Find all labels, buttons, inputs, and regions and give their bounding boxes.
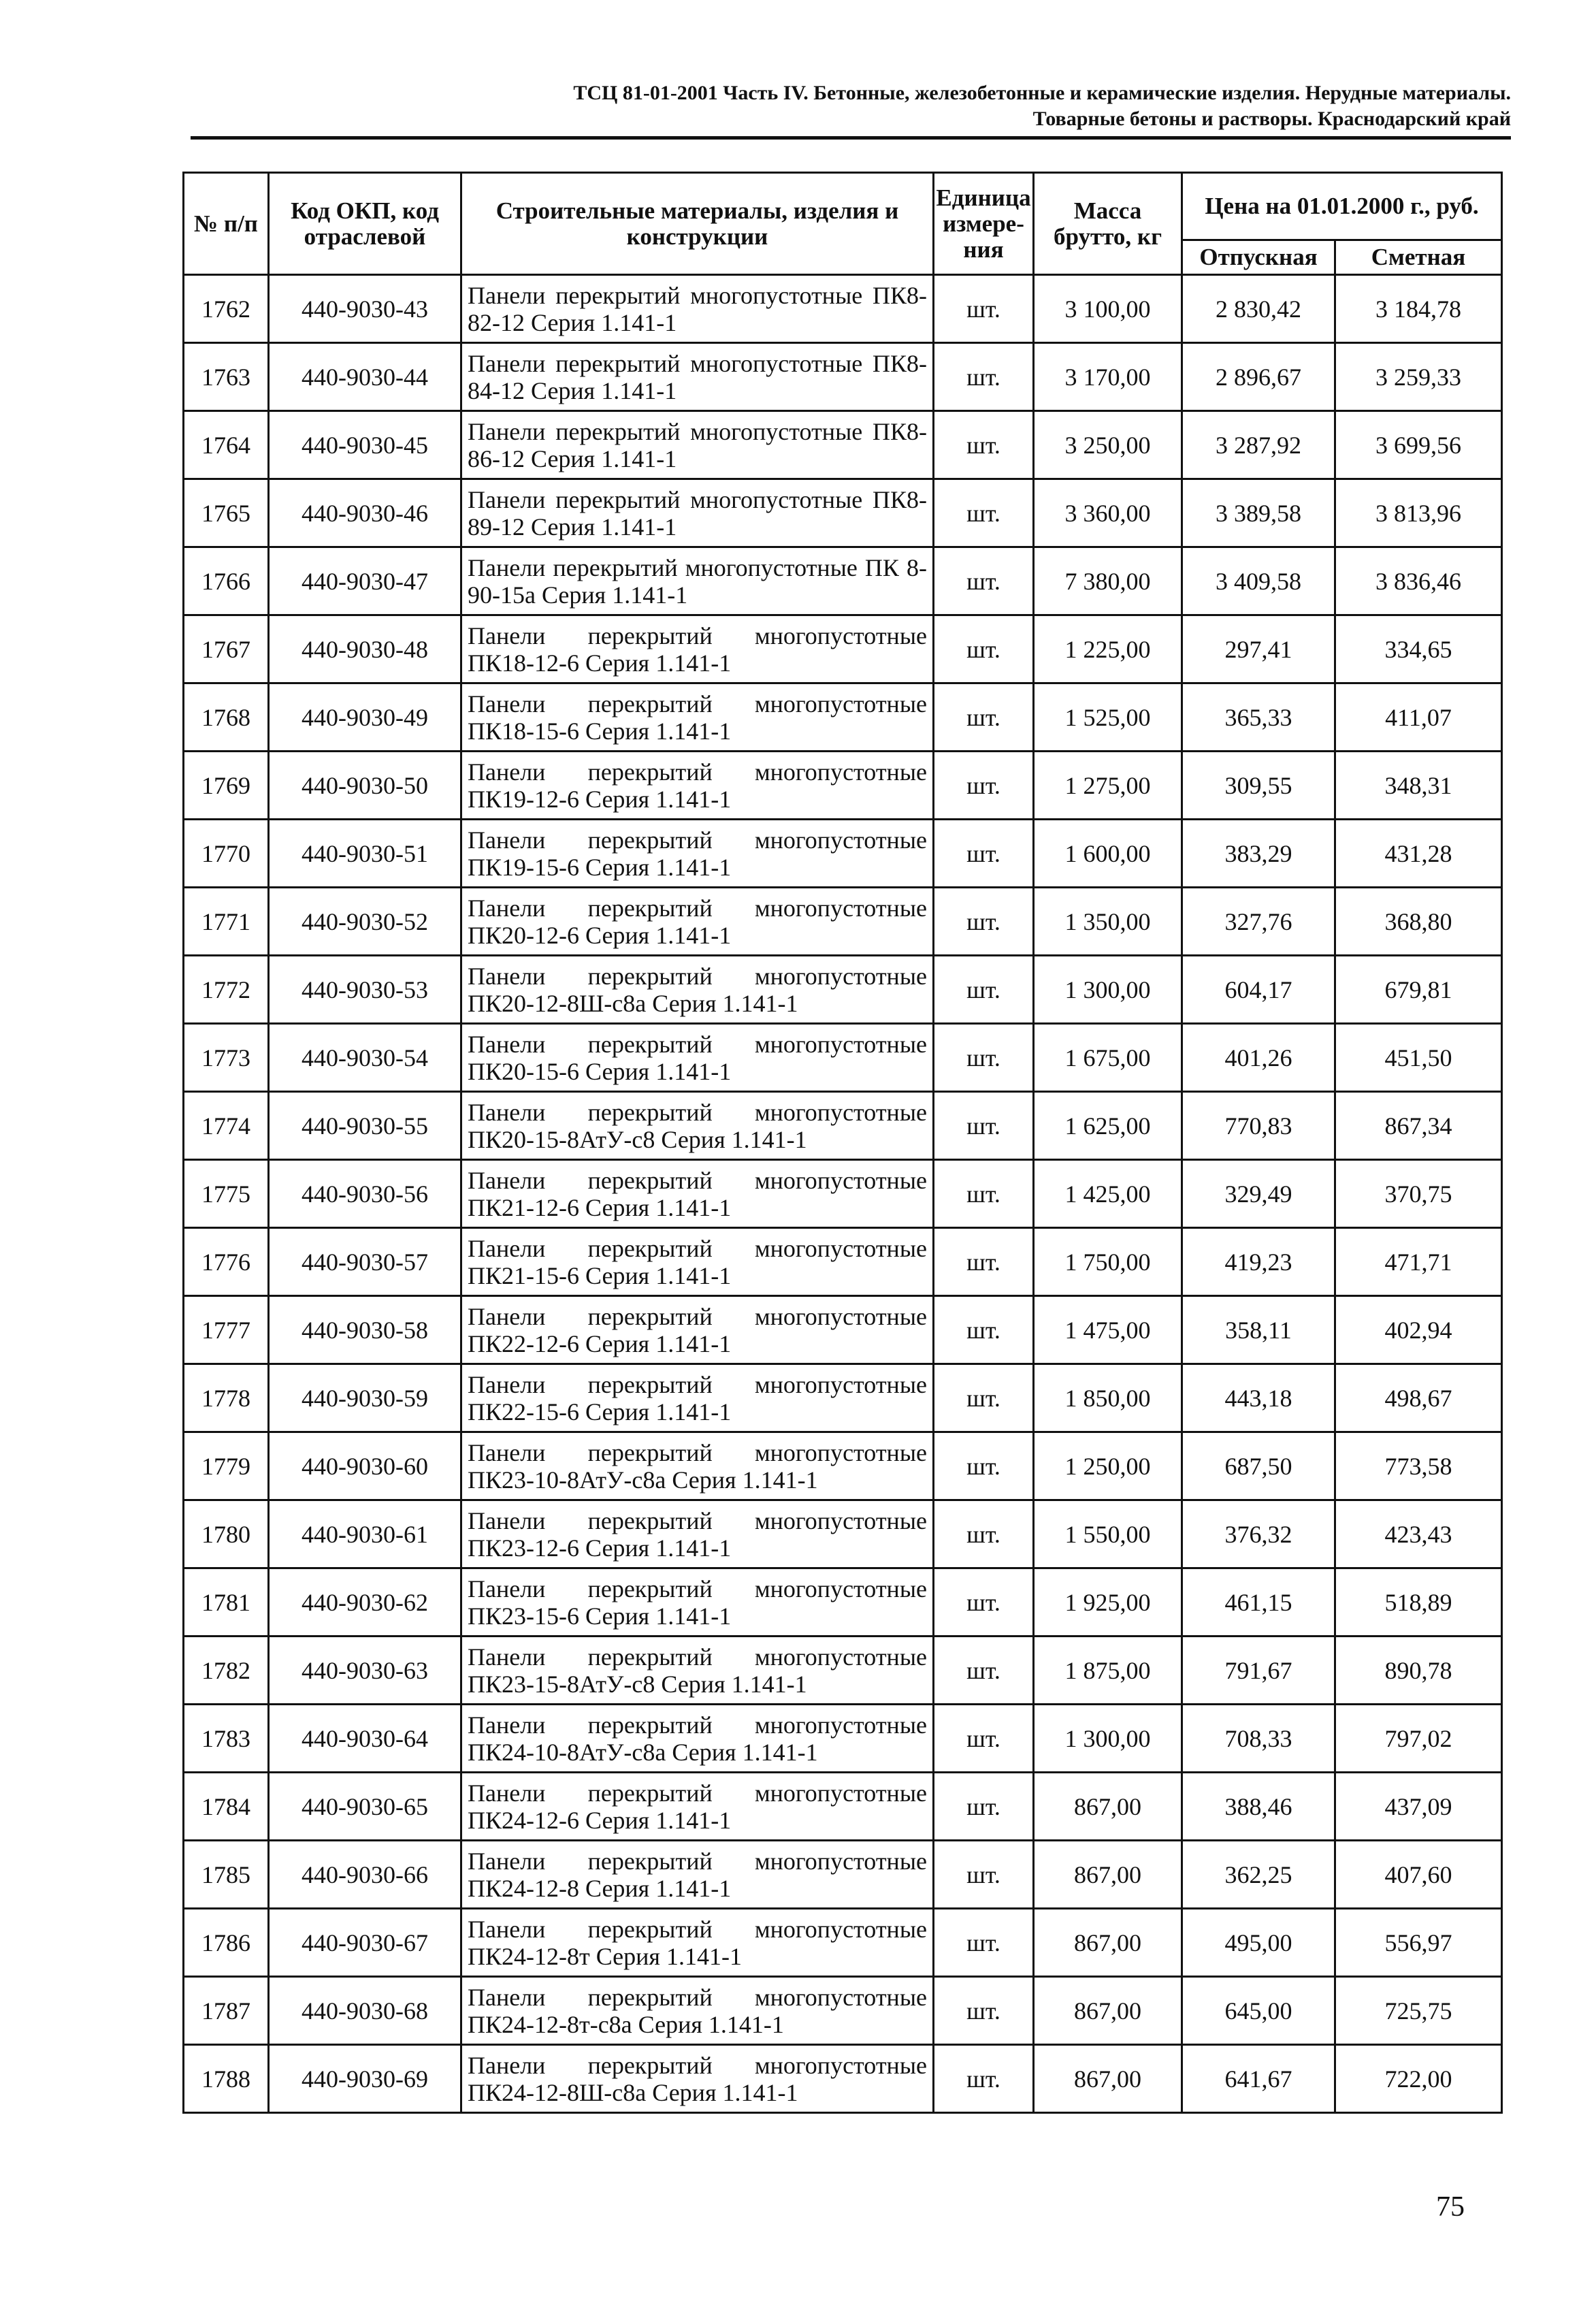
- cell-mass: 3 250,00: [1034, 411, 1182, 479]
- cell-mass: 1 675,00: [1034, 1024, 1182, 1092]
- cell-unit: шт.: [934, 683, 1034, 752]
- cell-num: 1775: [184, 1160, 269, 1228]
- cell-num: 1771: [184, 888, 269, 956]
- cell-price-estimate: 518,89: [1335, 1568, 1502, 1637]
- cell-mass: 3 170,00: [1034, 343, 1182, 411]
- cell-code: 440-9030-43: [269, 275, 461, 343]
- table-row: [184, 1364, 1502, 1432]
- cell-mass: 1 925,00: [1034, 1568, 1182, 1637]
- cell-price-release: 708,33: [1182, 1705, 1335, 1773]
- cell-num: 1780: [184, 1500, 269, 1568]
- cell-num: 1764: [184, 411, 269, 479]
- cell-material-name: Панели перекрытий многопустотные ПК8-84-12 Серия 1.141-1: [461, 343, 934, 411]
- table-body: [184, 275, 1502, 2113]
- cell-price-estimate: 334,65: [1335, 615, 1502, 683]
- cell-unit: шт.: [934, 275, 1034, 343]
- cell-price-release: 376,32: [1182, 1500, 1335, 1568]
- cell-code: 440-9030-51: [269, 820, 461, 888]
- cell-num: 1782: [184, 1637, 269, 1705]
- cell-price-release: 443,18: [1182, 1364, 1335, 1432]
- cell-code: 440-9030-57: [269, 1228, 461, 1296]
- cell-material-name: Панели перекрытий многопустотные ПК18-12-6 Серия 1.141-1: [461, 615, 934, 683]
- cell-code: 440-9030-59: [269, 1364, 461, 1432]
- cell-mass: 867,00: [1034, 1773, 1182, 1841]
- cell-unit: шт.: [934, 888, 1034, 956]
- cell-code: 440-9030-65: [269, 1773, 461, 1841]
- cell-unit: шт.: [934, 615, 1034, 683]
- table-header-row: [184, 173, 1502, 240]
- price-table: [182, 172, 1503, 2114]
- header-divider: [191, 136, 1511, 140]
- cell-price-estimate: 773,58: [1335, 1432, 1502, 1500]
- cell-mass: 1 625,00: [1034, 1092, 1182, 1160]
- table-row: [184, 411, 1502, 479]
- table-row: [184, 1160, 1502, 1228]
- cell-num: 1776: [184, 1228, 269, 1296]
- cell-price-estimate: 725,75: [1335, 1977, 1502, 2045]
- cell-num: 1770: [184, 820, 269, 888]
- cell-material-name: Панели перекрытий многопустотные ПК8-89-12 Серия 1.141-1: [461, 479, 934, 547]
- cell-unit: шт.: [934, 547, 1034, 615]
- cell-price-release: 687,50: [1182, 1432, 1335, 1500]
- cell-price-estimate: 451,50: [1335, 1024, 1502, 1092]
- cell-mass: 1 275,00: [1034, 752, 1182, 820]
- cell-price-estimate: 3 259,33: [1335, 343, 1502, 411]
- cell-price-release: 2 830,42: [1182, 275, 1335, 343]
- cell-mass: 1 750,00: [1034, 1228, 1182, 1296]
- cell-unit: шт.: [934, 1364, 1034, 1432]
- table-row: [184, 1841, 1502, 1909]
- col-header-material: Строительные материалы, изделия и конструкции: [461, 173, 934, 275]
- table-row: [184, 2045, 1502, 2113]
- cell-num: 1768: [184, 683, 269, 752]
- cell-mass: 1 850,00: [1034, 1364, 1182, 1432]
- cell-material-name: Панели перекрытий многопустотные ПК24-12-8т-с8а Серия 1.141-1: [461, 1977, 934, 2045]
- cell-price-release: 309,55: [1182, 752, 1335, 820]
- cell-price-estimate: 431,28: [1335, 820, 1502, 888]
- cell-price-release: 645,00: [1182, 1977, 1335, 2045]
- header-title-line-2: Товарные бетоны и растворы. Краснодарский край: [1032, 108, 1511, 130]
- col-header-code: Код ОКП, код отраслевой: [269, 173, 461, 275]
- cell-num: 1767: [184, 615, 269, 683]
- table-row: [184, 820, 1502, 888]
- cell-material-name: Панели перекрытий многопустотные ПК 8-90-15а Серия 1.141-1: [461, 547, 934, 615]
- cell-price-estimate: 679,81: [1335, 956, 1502, 1024]
- table-row: [184, 956, 1502, 1024]
- cell-num: 1786: [184, 1909, 269, 1977]
- cell-code: 440-9030-68: [269, 1977, 461, 2045]
- cell-material-name: Панели перекрытий многопустотные ПК19-12-6 Серия 1.141-1: [461, 752, 934, 820]
- cell-unit: шт.: [934, 1092, 1034, 1160]
- cell-price-release: 419,23: [1182, 1228, 1335, 1296]
- cell-price-release: 791,67: [1182, 1637, 1335, 1705]
- table-row: [184, 1296, 1502, 1364]
- table-row: [184, 683, 1502, 752]
- cell-material-name: Панели перекрытий многопустотные ПК20-12-6 Серия 1.141-1: [461, 888, 934, 956]
- table-row: [184, 1773, 1502, 1841]
- cell-code: 440-9030-56: [269, 1160, 461, 1228]
- cell-mass: 1 250,00: [1034, 1432, 1182, 1500]
- cell-mass: 867,00: [1034, 1841, 1182, 1909]
- cell-price-estimate: 348,31: [1335, 752, 1502, 820]
- cell-price-estimate: 797,02: [1335, 1705, 1502, 1773]
- cell-material-name: Панели перекрытий многопустотные ПК22-15-6 Серия 1.141-1: [461, 1364, 934, 1432]
- cell-code: 440-9030-62: [269, 1568, 461, 1637]
- cell-mass: 1 225,00: [1034, 615, 1182, 683]
- cell-price-release: 327,76: [1182, 888, 1335, 956]
- table-row: [184, 752, 1502, 820]
- cell-material-name: Панели перекрытий многопустотные ПК24-12-8 Серия 1.141-1: [461, 1841, 934, 1909]
- cell-code: 440-9030-45: [269, 411, 461, 479]
- cell-price-release: 3 389,58: [1182, 479, 1335, 547]
- cell-unit: шт.: [934, 1977, 1034, 2045]
- cell-unit: шт.: [934, 1568, 1034, 1637]
- cell-num: 1766: [184, 547, 269, 615]
- cell-code: 440-9030-67: [269, 1909, 461, 1977]
- cell-price-release: 358,11: [1182, 1296, 1335, 1364]
- cell-material-name: Панели перекрытий многопустотные ПК20-15-6 Серия 1.141-1: [461, 1024, 934, 1092]
- cell-material-name: Панели перекрытий многопустотные ПК20-15-8АтУ-с8 Серия 1.141-1: [461, 1092, 934, 1160]
- cell-num: 1783: [184, 1705, 269, 1773]
- table-row: [184, 547, 1502, 615]
- cell-unit: шт.: [934, 1432, 1034, 1500]
- cell-num: 1778: [184, 1364, 269, 1432]
- cell-price-estimate: 423,43: [1335, 1500, 1502, 1568]
- cell-price-estimate: 407,60: [1335, 1841, 1502, 1909]
- cell-price-estimate: 867,34: [1335, 1092, 1502, 1160]
- cell-unit: шт.: [934, 343, 1034, 411]
- cell-material-name: Панели перекрытий многопустотные ПК8-82-12 Серия 1.141-1: [461, 275, 934, 343]
- cell-material-name: Панели перекрытий многопустотные ПК23-15-6 Серия 1.141-1: [461, 1568, 934, 1637]
- cell-price-release: 604,17: [1182, 956, 1335, 1024]
- table-row: [184, 1705, 1502, 1773]
- cell-num: 1763: [184, 343, 269, 411]
- table-row: [184, 615, 1502, 683]
- cell-price-release: 365,33: [1182, 683, 1335, 752]
- cell-code: 440-9030-66: [269, 1841, 461, 1909]
- cell-mass: 867,00: [1034, 1977, 1182, 2045]
- cell-price-release: 3 409,58: [1182, 547, 1335, 615]
- cell-mass: 1 300,00: [1034, 956, 1182, 1024]
- cell-price-release: 770,83: [1182, 1092, 1335, 1160]
- cell-material-name: Панели перекрытий многопустотные ПК8-86-12 Серия 1.141-1: [461, 411, 934, 479]
- cell-mass: 1 475,00: [1034, 1296, 1182, 1364]
- cell-price-estimate: 471,71: [1335, 1228, 1502, 1296]
- cell-mass: 7 380,00: [1034, 547, 1182, 615]
- cell-price-estimate: 890,78: [1335, 1637, 1502, 1705]
- cell-price-release: 3 287,92: [1182, 411, 1335, 479]
- table-row: [184, 1909, 1502, 1977]
- cell-num: 1762: [184, 275, 269, 343]
- cell-code: 440-9030-47: [269, 547, 461, 615]
- cell-price-release: 383,29: [1182, 820, 1335, 888]
- cell-unit: шт.: [934, 1705, 1034, 1773]
- cell-num: 1769: [184, 752, 269, 820]
- cell-price-release: 461,15: [1182, 1568, 1335, 1637]
- cell-code: 440-9030-64: [269, 1705, 461, 1773]
- cell-unit: шт.: [934, 1841, 1034, 1909]
- cell-price-estimate: 3 836,46: [1335, 547, 1502, 615]
- table-row: [184, 479, 1502, 547]
- cell-price-estimate: 437,09: [1335, 1773, 1502, 1841]
- cell-material-name: Панели перекрытий многопустотные ПК20-12-8Ш-с8а Серия 1.141-1: [461, 956, 934, 1024]
- cell-material-name: Панели перекрытий многопустотные ПК19-15-6 Серия 1.141-1: [461, 820, 934, 888]
- cell-mass: 3 360,00: [1034, 479, 1182, 547]
- cell-code: 440-9030-58: [269, 1296, 461, 1364]
- cell-code: 440-9030-61: [269, 1500, 461, 1568]
- cell-num: 1773: [184, 1024, 269, 1092]
- cell-mass: 1 350,00: [1034, 888, 1182, 956]
- cell-unit: шт.: [934, 956, 1034, 1024]
- cell-code: 440-9030-60: [269, 1432, 461, 1500]
- cell-num: 1765: [184, 479, 269, 547]
- cell-num: 1788: [184, 2045, 269, 2113]
- cell-price-estimate: 556,97: [1335, 1909, 1502, 1977]
- cell-num: 1777: [184, 1296, 269, 1364]
- cell-unit: шт.: [934, 2045, 1034, 2113]
- table-row: [184, 275, 1502, 343]
- col-header-mass: Масса брутто, кг: [1034, 173, 1182, 275]
- cell-unit: шт.: [934, 1024, 1034, 1092]
- cell-unit: шт.: [934, 1296, 1034, 1364]
- cell-unit: шт.: [934, 1500, 1034, 1568]
- cell-code: 440-9030-49: [269, 683, 461, 752]
- cell-unit: шт.: [934, 479, 1034, 547]
- cell-mass: 3 100,00: [1034, 275, 1182, 343]
- cell-material-name: Панели перекрытий многопустотные ПК24-12-6 Серия 1.141-1: [461, 1773, 934, 1841]
- cell-price-estimate: 3 184,78: [1335, 275, 1502, 343]
- cell-num: 1785: [184, 1841, 269, 1909]
- cell-price-estimate: 3 813,96: [1335, 479, 1502, 547]
- col-header-price-release: Отпускная: [1182, 240, 1335, 275]
- cell-code: 440-9030-69: [269, 2045, 461, 2113]
- table-row: [184, 1568, 1502, 1637]
- cell-unit: шт.: [934, 1909, 1034, 1977]
- cell-price-release: 401,26: [1182, 1024, 1335, 1092]
- cell-num: 1781: [184, 1568, 269, 1637]
- table-row: [184, 1977, 1502, 2045]
- cell-mass: 1 875,00: [1034, 1637, 1182, 1705]
- table-row: [184, 1228, 1502, 1296]
- table-row: [184, 343, 1502, 411]
- cell-price-release: 329,49: [1182, 1160, 1335, 1228]
- cell-num: 1772: [184, 956, 269, 1024]
- cell-mass: 1 425,00: [1034, 1160, 1182, 1228]
- cell-price-estimate: 722,00: [1335, 2045, 1502, 2113]
- cell-price-estimate: 411,07: [1335, 683, 1502, 752]
- cell-unit: шт.: [934, 820, 1034, 888]
- cell-num: 1774: [184, 1092, 269, 1160]
- cell-unit: шт.: [934, 411, 1034, 479]
- cell-material-name: Панели перекрытий многопустотные ПК23-15-8АтУ-с8 Серия 1.141-1: [461, 1637, 934, 1705]
- cell-code: 440-9030-55: [269, 1092, 461, 1160]
- cell-code: 440-9030-48: [269, 615, 461, 683]
- cell-material-name: Панели перекрытий многопустотные ПК21-15-6 Серия 1.141-1: [461, 1228, 934, 1296]
- cell-mass: 1 300,00: [1034, 1705, 1182, 1773]
- cell-price-release: 362,25: [1182, 1841, 1335, 1909]
- cell-num: 1784: [184, 1773, 269, 1841]
- table-row: [184, 1432, 1502, 1500]
- cell-mass: 1 600,00: [1034, 820, 1182, 888]
- cell-material-name: Панели перекрытий многопустотные ПК24-10-8АтУ-с8а Серия 1.141-1: [461, 1705, 934, 1773]
- header-title-line-1: ТСЦ 81-01-2001 Часть IV. Бетонные, железобетонные и керамические изделия. Нерудные материалы.: [573, 82, 1511, 104]
- cell-price-release: 388,46: [1182, 1773, 1335, 1841]
- cell-mass: 867,00: [1034, 2045, 1182, 2113]
- cell-mass: 1 525,00: [1034, 683, 1182, 752]
- cell-code: 440-9030-54: [269, 1024, 461, 1092]
- cell-price-release: 2 896,67: [1182, 343, 1335, 411]
- cell-unit: шт.: [934, 1773, 1034, 1841]
- cell-mass: 867,00: [1034, 1909, 1182, 1977]
- table-row: [184, 1092, 1502, 1160]
- table-row: [184, 1500, 1502, 1568]
- cell-material-name: Панели перекрытий многопустотные ПК24-12-8т Серия 1.141-1: [461, 1909, 934, 1977]
- cell-code: 440-9030-63: [269, 1637, 461, 1705]
- cell-material-name: Панели перекрытий многопустотные ПК24-12-8Ш-с8а Серия 1.141-1: [461, 2045, 934, 2113]
- cell-material-name: Панели перекрытий многопустотные ПК21-12-6 Серия 1.141-1: [461, 1160, 934, 1228]
- cell-code: 440-9030-52: [269, 888, 461, 956]
- cell-price-estimate: 370,75: [1335, 1160, 1502, 1228]
- cell-code: 440-9030-53: [269, 956, 461, 1024]
- cell-unit: шт.: [934, 1228, 1034, 1296]
- table-row: [184, 1024, 1502, 1092]
- table-row: [184, 888, 1502, 956]
- cell-material-name: Панели перекрытий многопустотные ПК22-12-6 Серия 1.141-1: [461, 1296, 934, 1364]
- table-row: [184, 1637, 1502, 1705]
- cell-price-estimate: 498,67: [1335, 1364, 1502, 1432]
- cell-mass: 1 550,00: [1034, 1500, 1182, 1568]
- cell-code: 440-9030-50: [269, 752, 461, 820]
- cell-material-name: Панели перекрытий многопустотные ПК23-12-6 Серия 1.141-1: [461, 1500, 934, 1568]
- cell-unit: шт.: [934, 1160, 1034, 1228]
- cell-price-estimate: 3 699,56: [1335, 411, 1502, 479]
- cell-num: 1787: [184, 1977, 269, 2045]
- cell-price-release: 641,67: [1182, 2045, 1335, 2113]
- col-header-num: № п/п: [184, 173, 269, 275]
- cell-price-release: 297,41: [1182, 615, 1335, 683]
- col-header-unit: Единица измере-ния: [934, 173, 1034, 275]
- cell-price-estimate: 402,94: [1335, 1296, 1502, 1364]
- cell-material-name: Панели перекрытий многопустотные ПК18-15-6 Серия 1.141-1: [461, 683, 934, 752]
- page-number: 75: [1436, 2191, 1465, 2223]
- cell-unit: шт.: [934, 1637, 1034, 1705]
- col-header-price-estimate: Сметная: [1335, 240, 1502, 275]
- cell-code: 440-9030-46: [269, 479, 461, 547]
- cell-price-release: 495,00: [1182, 1909, 1335, 1977]
- cell-material-name: Панели перекрытий многопустотные ПК23-10-8АтУ-с8а Серия 1.141-1: [461, 1432, 934, 1500]
- cell-code: 440-9030-44: [269, 343, 461, 411]
- cell-unit: шт.: [934, 752, 1034, 820]
- col-header-price-group: Цена на 01.01.2000 г., руб.: [1182, 173, 1502, 240]
- cell-num: 1779: [184, 1432, 269, 1500]
- cell-price-estimate: 368,80: [1335, 888, 1502, 956]
- document-header: [191, 80, 1511, 132]
